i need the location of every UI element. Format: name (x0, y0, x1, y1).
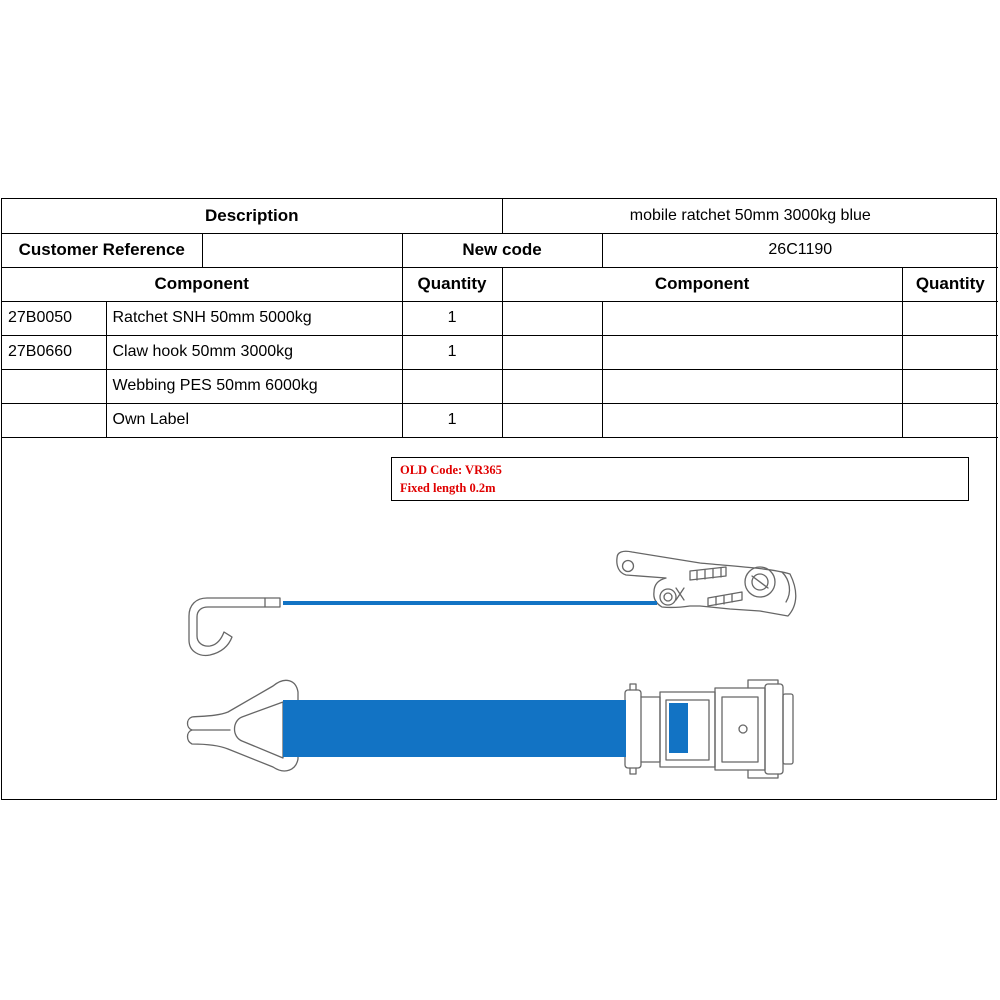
new-code-label: New code (402, 233, 602, 267)
component-name: Own Label (106, 403, 402, 437)
description-label: Description (2, 199, 502, 233)
old-code-text: OLD Code: VR365 (400, 463, 502, 477)
component-name: Webbing PES 50mm 6000kg (106, 369, 402, 403)
new-code-value: 26C1190 (602, 233, 998, 267)
webbing-loop (669, 703, 688, 753)
webbing-band (283, 700, 626, 757)
description-value: mobile ratchet 50mm 3000kg blue (502, 199, 998, 233)
component-code: 27B0050 (2, 301, 106, 335)
quantity-header-left: Quantity (402, 267, 502, 301)
component-quantity: 1 (402, 403, 502, 437)
ratchet-side-icon (617, 551, 796, 616)
component-name: Ratchet SNH 50mm 5000kg (106, 301, 402, 335)
component-header-right: Component (502, 267, 902, 301)
component-name: Claw hook 50mm 3000kg (106, 335, 402, 369)
component-quantity: 1 (402, 301, 502, 335)
customer-reference-label: Customer Reference (2, 233, 202, 267)
claw-hook-icon (188, 680, 299, 771)
quantity-header-right: Quantity (902, 267, 998, 301)
j-hook-icon (189, 598, 280, 655)
ratchet-top-icon (625, 680, 793, 778)
component-header-left: Component (2, 267, 402, 301)
component-quantity: 1 (402, 335, 502, 369)
component-code: 27B0660 (2, 335, 106, 369)
fixed-length-text: Fixed length 0.2m (400, 481, 496, 495)
short-strap (283, 601, 657, 605)
